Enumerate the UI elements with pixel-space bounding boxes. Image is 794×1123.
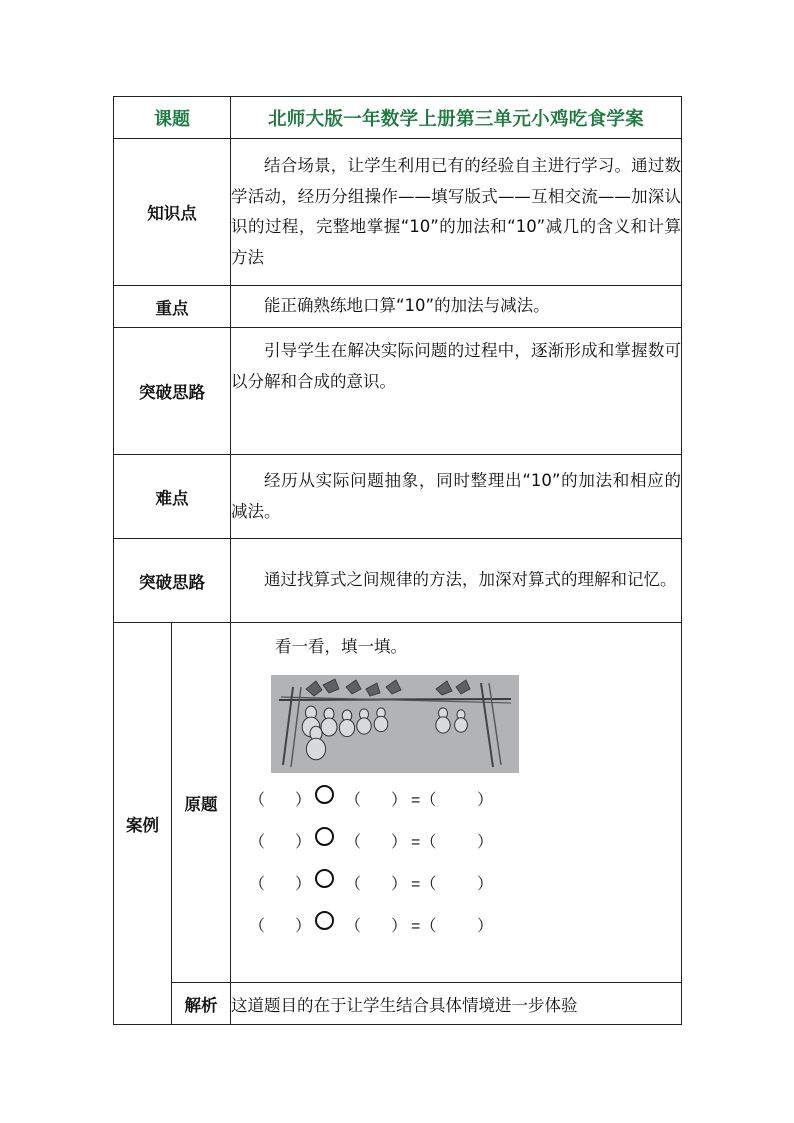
- equals-open: =（: [411, 918, 437, 935]
- paren-close: ）: [295, 876, 312, 893]
- lesson-title: 北师大版一年数学上册第三单元小鸡吃食学案: [231, 97, 682, 139]
- paren-close: ）: [477, 792, 494, 809]
- problem-instruction: 看一看，填一填。: [275, 637, 407, 656]
- gourd-illustration: [271, 675, 519, 773]
- paren-close: ）: [391, 876, 408, 893]
- paren-close: ）: [295, 792, 312, 809]
- paren-close: ）: [477, 918, 494, 935]
- paren-open: （: [345, 792, 362, 809]
- paren-close: ）: [295, 834, 312, 851]
- title-row: [114, 97, 682, 139]
- case-label: 案例: [114, 623, 172, 1025]
- breakthrough-text-1: 引导学生在解决实际问题的过程中，逐渐形成和掌握数可以分解和合成的意识。: [231, 328, 682, 455]
- title-label: 课题: [114, 97, 231, 139]
- key-point-text: 能正确熟练地口算“10”的加法与减法。: [231, 286, 682, 328]
- difficulty-row: [114, 455, 682, 539]
- paren-open: （: [249, 834, 266, 851]
- paren-open: （: [249, 876, 266, 893]
- paren-open: （: [249, 792, 266, 809]
- equation-rows: [231, 787, 681, 955]
- gourd-vine-picture: [271, 675, 519, 773]
- knowledge-row: [114, 139, 682, 286]
- original-problem: [231, 623, 682, 983]
- operator-circle[interactable]: [315, 785, 334, 804]
- knowledge-label: 知识点: [114, 139, 231, 286]
- paren-close: ）: [477, 876, 494, 893]
- equals-open: =（: [411, 792, 437, 809]
- difficulty-label: 难点: [114, 455, 231, 539]
- paren-close: ）: [391, 834, 408, 851]
- breakthrough-text-2: 通过找算式之间规律的方法，加深对算式的理解和记忆。: [231, 539, 682, 623]
- operator-circle[interactable]: [315, 869, 334, 888]
- paren-close: ）: [391, 918, 408, 935]
- difficulty-text: 经历从实际问题抽象，同时整理出“10”的加法和相应的减法。: [231, 455, 682, 539]
- equation-row: [231, 829, 681, 871]
- paren-close: ）: [477, 834, 494, 851]
- case-analysis-row: [114, 983, 682, 1025]
- key-point-label: 重点: [114, 286, 231, 328]
- equals-open: =（: [411, 876, 437, 893]
- breakthrough-row-2: [114, 539, 682, 623]
- equation-row: [231, 913, 681, 955]
- breakthrough-label-1: 突破思路: [114, 328, 231, 455]
- equation-row: [231, 871, 681, 913]
- knowledge-text: 结合场景，让学生利用已有的经验自主进行学习。通过数学活动，经历分组操作——填写版式——互相交流——加深认识的过程，完整地掌握“10”的加法和“10”减几的含义和计算方法: [231, 139, 682, 286]
- paren-close: ）: [295, 918, 312, 935]
- breakthrough-row-1: [114, 328, 682, 455]
- equals-open: =（: [411, 834, 437, 851]
- breakthrough-label-2: 突破思路: [114, 539, 231, 623]
- case-original-row: [114, 623, 682, 983]
- paren-close: ）: [391, 792, 408, 809]
- paren-open: （: [345, 918, 362, 935]
- paren-open: （: [345, 834, 362, 851]
- operator-circle[interactable]: [315, 911, 334, 930]
- original-label: 原题: [172, 623, 231, 983]
- analysis-text: 这道题目的在于让学生结合具体情境进一步体验: [231, 983, 682, 1025]
- analysis-label: 解析: [172, 983, 231, 1025]
- lesson-plan-table: [113, 96, 682, 1025]
- equation-row: [231, 787, 681, 829]
- paren-open: （: [345, 876, 362, 893]
- paren-open: （: [249, 918, 266, 935]
- operator-circle[interactable]: [315, 827, 334, 846]
- key-point-row: [114, 286, 682, 328]
